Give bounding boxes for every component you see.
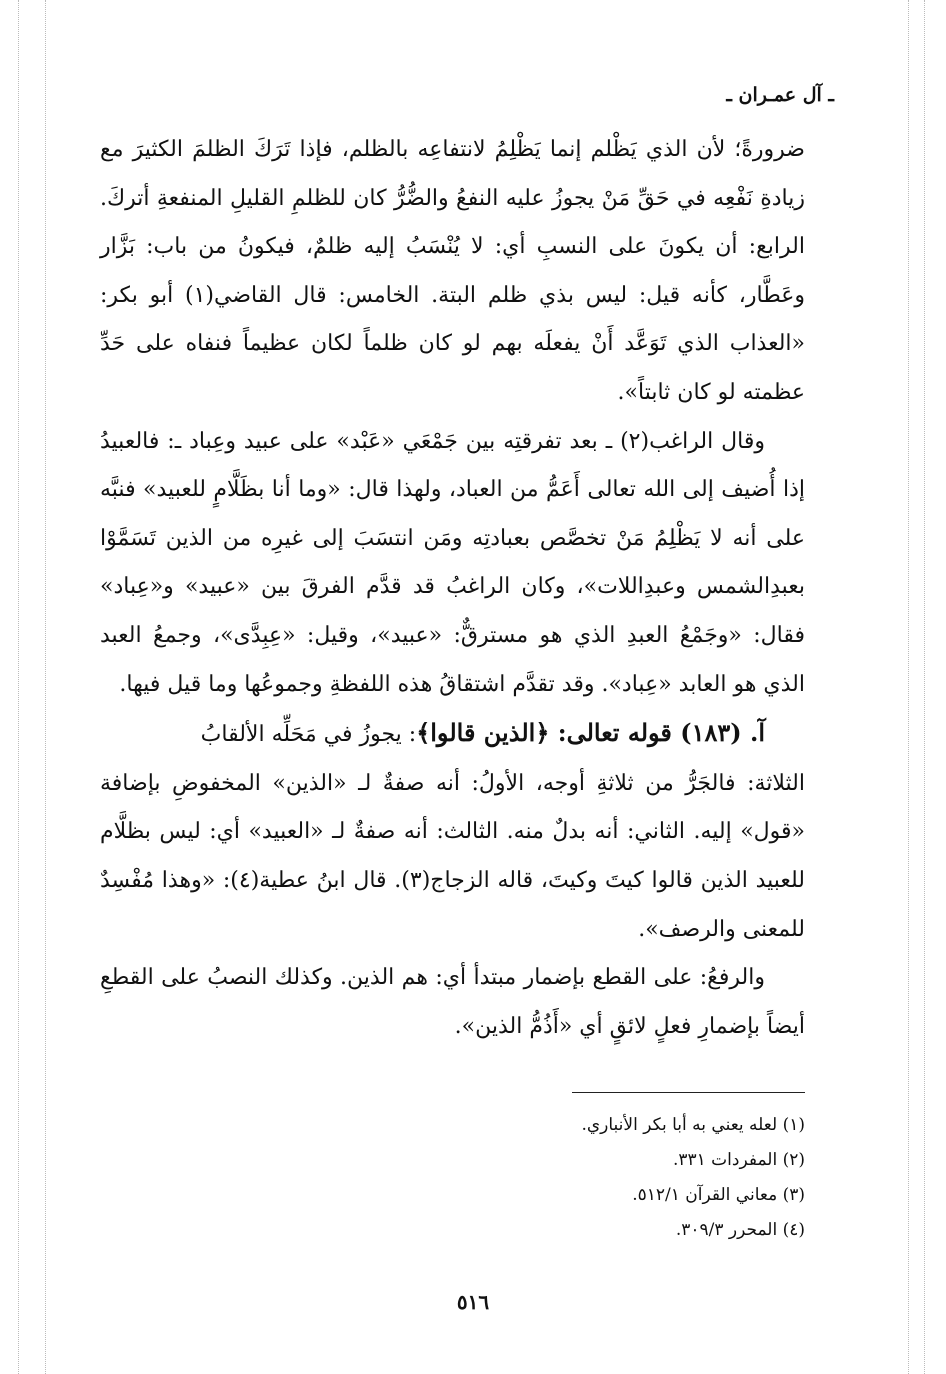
footnote-4: (٤) المحرر ٣٠٩/٣. bbox=[675, 1220, 805, 1240]
body-text bbox=[100, 126, 805, 1051]
scan-edge-left-outer bbox=[18, 0, 20, 1374]
scan-edge-left-inner bbox=[45, 0, 47, 1374]
footnote-2: (٢) المفردات ٣٣١. bbox=[672, 1150, 805, 1170]
paragraph-1: ضرورةً؛ لأن الذي يَظْلم إنما يَظْلِمُ لانتفاعِه بالظلم، فإذا تَرَكَ الظلمَ الكثيرَ مع زيادةِ نَفْعِه في حَقِّ مَنْ يجوزُ عليه النفعُ والضُّرُّ كان للظلمِ القليلِ المنفعةِ أتركَ. الرابع: أن يكونَ على النسبِ أي: لا يُنْسَبُ إليه ظلمٌ، فيكونُ من باب: بَزَّار وعَطَّار، كأنه قيل: ليس بذي ظلم البتة. الخامس: قال القاضي(١) أبو بكر: «العذاب الذي تَوَعَّد أَنْ يفعلَه بهم لو كان ظلماً لكان عظيماً فنفاه على حَدِّ عظمته لو كان ثابتاً». bbox=[100, 137, 806, 405]
verse-heading: آ. (١٨٣) قوله تعالى: ﴿الذين قالوا﴾ bbox=[416, 718, 765, 748]
paragraph-2: وقال الراغب(٢) ـ بعد تفرقتِه بين جَمْعَي «عَبْد» على عبيد وعِباد ـ: فالعبيدُ إذا أُضيف إلى الله تعالى أَعَمُّ من العباد، ولهذا قال: «وما أنا بظَلَّامٍ للعبيد» فنبَّه على أنه لا يَظْلِمُ مَنْ تخصَّص بعبادتِه ومَن انتسَبَ إلى غيرِه من الذين تَسَمَّوْا بعبدِالشمس وعبدِاللات»، وكان الراغبُ قد قدَّم الفرقَ بين «عبيد» و«عِباد» فقال: «وجَمْعُ العبدِ الذي هو مسترقٌّ: «عبيد»، وقيل: «عِبِدَّى»، وجمعُ العبد الذي هو العابد «عِباد». وقد تقدَّم اشتقاقُ هذه اللفظةِ وجموعُها وما قيل فيها. bbox=[100, 428, 806, 697]
running-header: ـ آل عمـران ـ bbox=[726, 84, 834, 106]
footnote-separator bbox=[572, 1092, 805, 1093]
paragraph-3 bbox=[100, 709, 805, 760]
footnotes bbox=[205, 1108, 805, 1248]
paragraph-4: الثلاثة: فالجَرُّ من ثلاثةِ أوجه، الأولُ: أنه صفةٌ لـ «الذين» المخفوضِ بإضافة «قول» إليه. الثاني: أنه بدلٌ منه. الثالث: أنه صفةٌ لـ «العبيد» أي: ليس بظلَّام للعبيد الذين قالوا كيتَ وكيتَ، قاله الزجاج(٣). قال ابنُ عطية(٤): «وهذا مُفْسِدٌ للمعنى والرصف». bbox=[100, 770, 806, 942]
footnote-3: (٣) معاني القرآن ٥١٢/١. bbox=[632, 1185, 805, 1205]
footnote-1: (١) لعله يعني به أبا بكر الأنباري. bbox=[581, 1115, 805, 1135]
page-number: ٥١٦ bbox=[456, 1290, 490, 1314]
paragraph-5: والرفعُ: على القطع بإضمار مبتدأ أي: هم الذين. وكذلك النصبُ على القطعِ أيضاً بإضمارِ فعلٍ لائقٍ أي «أَذُمُّ الذين». bbox=[100, 965, 805, 1039]
scan-edge-right-outer bbox=[924, 0, 926, 1374]
scan-edge-right-inner bbox=[908, 0, 910, 1374]
verse-heading-rest: : يجوزُ في مَحَلِّه الألقابُ bbox=[200, 722, 417, 748]
